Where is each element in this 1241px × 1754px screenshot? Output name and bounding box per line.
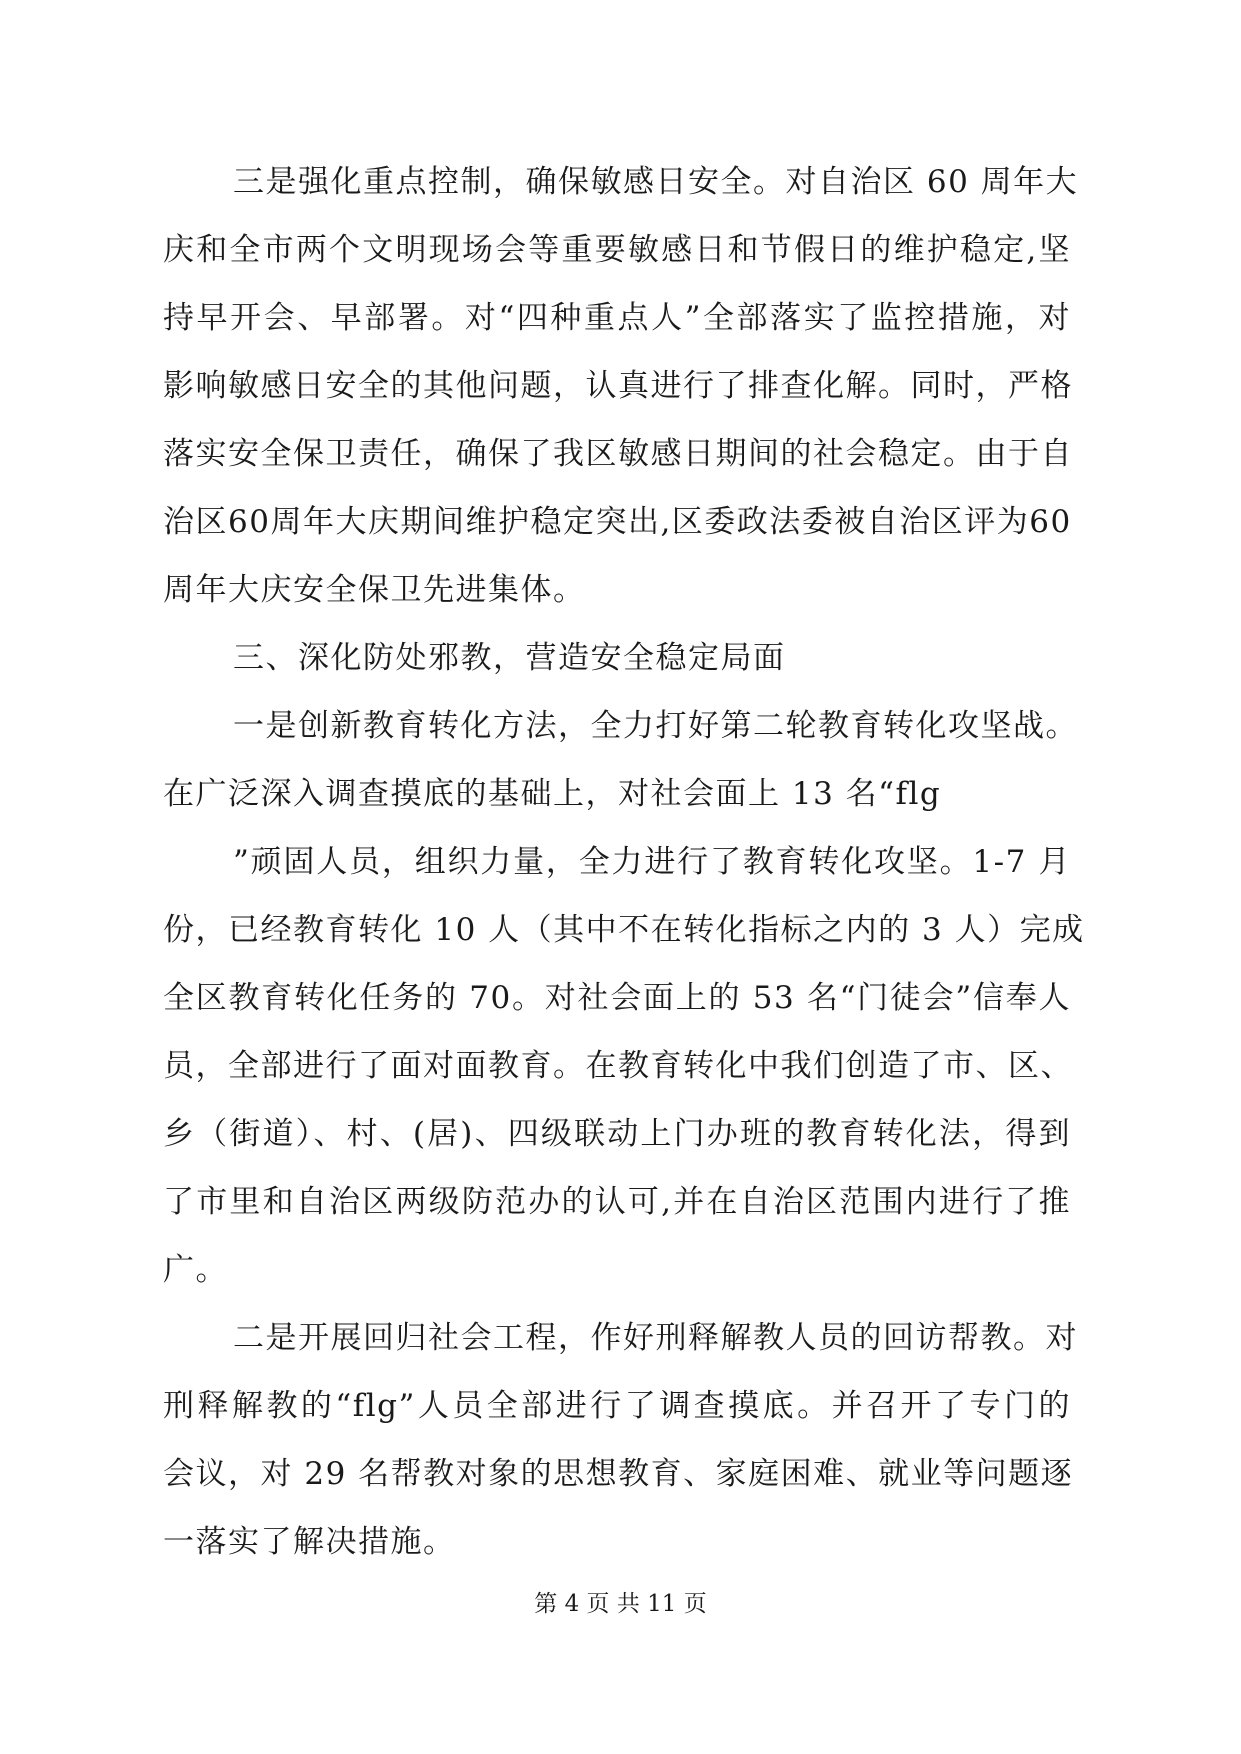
page-number-footer: 第 4 页 共 11 页 bbox=[534, 1591, 707, 1617]
paragraph-1-line-1: 三是强化重点控制，确保敏感日安全。对自治区 60 周年大 bbox=[233, 164, 1079, 200]
paragraph-3-line-1: 一是创新教育转化方法，全力打好第二轮教育转化攻坚战。 bbox=[233, 708, 1078, 744]
section-heading: 三、深化防处邪教，营造安全稳定局面 bbox=[233, 640, 786, 676]
paragraph-4-line-7: 广。 bbox=[163, 1252, 228, 1288]
paragraph-1-line-5: 落实安全保卫责任，确保了我区敏感日期间的社会稳定。由于自 bbox=[163, 436, 1073, 472]
paragraph-1-line-6: 治区60周年大庆期间维护稳定突出,区委政法委被自治区评为60 bbox=[163, 504, 1072, 540]
paragraph-5-line-1: 二是开展回归社会工程，作好刑释解教人员的回访帮教。对 bbox=[233, 1320, 1078, 1356]
paragraph-1-line-4: 影响敏感日安全的其他问题，认真进行了排查化解。同时，严格 bbox=[163, 368, 1073, 404]
paragraph-1-line-3: 持早开会、早部署。对“四种重点人”全部落实了监控措施，对 bbox=[163, 300, 1071, 336]
paragraph-5-line-4: 一落实了解决措施。 bbox=[163, 1524, 456, 1560]
paragraph-4-line-3: 全区教育转化任务的 70。对社会面上的 53 名“门徒会”信奉人 bbox=[163, 980, 1071, 1016]
paragraph-1-line-2: 庆和全市两个文明现场会等重要敏感日和节假日的维护稳定,坚 bbox=[163, 232, 1071, 268]
paragraph-4-line-4: 员，全部进行了面对面教育。在教育转化中我们创造了市、区、 bbox=[163, 1048, 1073, 1084]
paragraph-4-line-1: ”顽固人员，组织力量，全力进行了教育转化攻坚。1-7 月 bbox=[233, 844, 1071, 880]
paragraph-5-line-2: 刑释解教的“flg”人员全部进行了调查摸底。并召开了专门的 bbox=[163, 1388, 1071, 1424]
paragraph-5-line-3: 会议，对 29 名帮教对象的思想教育、家庭困难、就业等问题逐 bbox=[163, 1456, 1074, 1492]
paragraph-4-line-5: 乡（街道）、村、(居)、四级联动上门办班的教育转化法，得到 bbox=[163, 1116, 1071, 1152]
paragraph-3-line-2: 在广泛深入调查摸底的基础上，对社会面上 13 名“flg bbox=[163, 776, 942, 812]
paragraph-4-line-6: 了市里和自治区两级防范办的认可,并在自治区范围内进行了推 bbox=[163, 1184, 1071, 1220]
paragraph-4-line-2: 份，已经教育转化 10 人（其中不在转化指标之内的 3 人）完成 bbox=[163, 912, 1085, 948]
paragraph-1-line-7: 周年大庆安全保卫先进集体。 bbox=[163, 572, 586, 608]
